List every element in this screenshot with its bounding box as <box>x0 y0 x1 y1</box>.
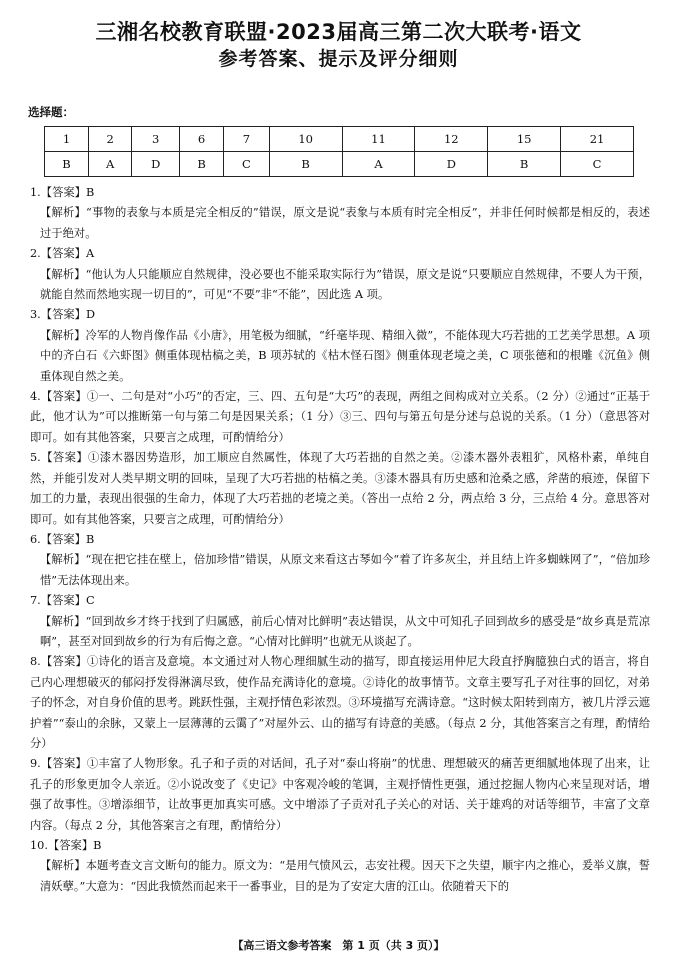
answer-line: 1.【答案】B <box>30 186 95 199</box>
explanation-text: 【解析】“事物的表象与本质是完全相反的”错误，原文是说“表象与本质有时完全相反”，并非任何时候都是相反的，表述过于绝对。 <box>40 206 650 240</box>
answer-explanations <box>30 183 650 897</box>
question-number-cell: 2 <box>89 127 132 152</box>
answer-line: 7.【答案】C <box>30 594 95 608</box>
answer-letter-row <box>45 152 634 177</box>
page-footer: 【高三语文参考答案 第 1 页（共 3 页）】 <box>232 939 445 952</box>
explanation-text: 5.【答案】①漆木器因势造形，加工顺应自然属性，体现了大巧若拙的自然之美。②漆木器外表粗犷，风格朴素，单纯自然，并能引发对人类早期文明的回味，呈现了大巧若拙的枯槁之美。③漆木器具有历史感和沧桑之感，斧凿的痕迹，保留下加工的力量，表现出很强的生命力，体现了大巧若拙的老境之美。（答出一点给 2 分，两点给 3 分，三点给 4 分。意思答对即可。如有其他答案，只要言之成理，可酌情给分） <box>30 451 650 526</box>
explanation-text: 【解析】本题考查文言文断句的能力。原文为：“是用气愤风云，志安社稷。因天下之失望，顺宇内之推心，爰举义旗，誓清妖孽。”大意为：“因此我愤然而起来干一番事业，目的是为了安定大唐的江山。依随着天下的 <box>40 859 650 893</box>
explanation-text: 【解析】“他认为人只能顺应自然规律，没必要也不能采取实际行为”错误，原文是说“只要顺应自然规律，不要人为干预，就能自然而然地实现一切目的”，可见“不要”非“不能”，因此选 A 项。 <box>40 267 650 302</box>
question-number-cell: 21 <box>561 127 634 152</box>
choice-answer-table <box>44 126 634 177</box>
answer-item <box>30 448 650 530</box>
answer-letter-cell: B <box>180 152 224 177</box>
answer-item <box>30 530 650 591</box>
page-title: 三湘名校教育联盟·2023届高三第二次大联考·语文 <box>95 20 582 44</box>
answer-item <box>30 244 650 305</box>
answer-letter-cell: B <box>488 152 561 177</box>
answer-item <box>30 305 650 387</box>
answer-letter-cell: A <box>342 152 415 177</box>
question-number-cell: 1 <box>45 127 89 152</box>
answer-line: 6.【答案】B <box>30 532 95 546</box>
answer-item <box>30 754 650 836</box>
answer-letter-cell: D <box>132 152 180 177</box>
answer-letter-cell: D <box>415 152 488 177</box>
explanation-text: 【解析】冷军的人物肖像作品《小唐》，用笔极为细腻，“纤毫毕现、精细入微”，不能体现大巧若拙的工艺美学思想。A 项中的齐白石《六虾图》侧重体现枯槁之美，B 项苏轼的《枯木怪石图》侧重体现老境之美，C 项张德和的根雕《沉鱼》侧重体现自然之美。 <box>40 328 650 383</box>
question-number-cell: 15 <box>488 127 561 152</box>
answer-item <box>30 387 650 448</box>
question-number-cell: 7 <box>224 127 270 152</box>
answer-letter-cell: A <box>89 152 132 177</box>
answer-line: 10.【答案】B <box>30 839 102 852</box>
question-number-row <box>45 127 634 152</box>
choice-section-label: 选择题： <box>28 105 74 119</box>
question-number-cell: 11 <box>342 127 415 152</box>
answer-item <box>30 836 650 897</box>
explanation-text: 【解析】“现在把它挂在壁上，倍加珍惜”错误，从原文来看这古琴如今“着了许多灰尘，并且结上许多蜘蛛网了”，“倍加珍惜”无法体现出来。 <box>40 553 650 587</box>
answer-item <box>30 591 650 652</box>
answer-letter-cell: C <box>561 152 634 177</box>
question-number-cell: 6 <box>180 127 224 152</box>
question-number-cell: 3 <box>132 127 180 152</box>
answer-line: 2.【答案】A <box>30 247 95 261</box>
answer-line: 3.【答案】D <box>30 308 96 322</box>
explanation-text: 9.【答案】①丰富了人物形象。孔子和子贡的对话间，孔子对“泰山将崩”的忧患、理想破灭的痛苦更细腻地体现了出来，让孔子的形象更加令人亲近。②小说改变了《史记》中客观冷峻的笔调，主观抒情性更强，通过挖掘人物内心来呈现对话，增强了故事性。③增添细节，让故事更加真实可感。文中增添了子贡对孔子关心的对话、关于雄鸡的对话等细节，丰富了文章内容。（每点 2 分，其他答案言之有理，酌情给分） <box>30 757 650 832</box>
answer-item <box>30 183 650 244</box>
answer-letter-cell: B <box>45 152 89 177</box>
question-number-cell: 12 <box>415 127 488 152</box>
answer-item <box>30 652 650 754</box>
explanation-text: 4.【答案】①一、二句是对“小巧”的否定，三、四、五句是“大巧”的表现，两组之间构成对立关系。（2 分）②通过“正基于此，他才认为”可以推断第一句与第二句是因果关系；（1 分）③三、四句与第五句是分述与总说的关系。（1 分）（意思答对即可。如有其他答案，只要言之成理，可酌情给分） <box>30 390 650 444</box>
explanation-text: 【解析】“回到故乡才终于找到了归属感，前后心情对比鲜明”表达错误，从文中可知孔子回到故乡的感受是“故乡真是荒凉啊”，甚至对回到故乡的行为有后悔之意。“心情对比鲜明”也就无从谈起了。 <box>40 614 650 648</box>
explanation-text: 8.【答案】①诗化的语言及意境。本文通过对人物心理细腻生动的描写，即直接运用仲尼大段直抒胸臆独白式的语言，将自己内心理想破灭的郁闷抒发得淋漓尽致，使作品充满诗化的意境。②诗化的故事情节。文章主要写孔子对往事的回忆，对弟子的怀念，对自身价值的思考。跳跃性强，主观抒情色彩浓烈。③环境描写充满诗意。“这时候太阳转到南方，被几片浮云遮护着”“泰山的余脉，又蒙上一层薄薄的云霭了”对屋外云、山的描写有诗意的美感。（每点 2 分，其他答案言之有理，酌情给分） <box>30 655 650 750</box>
answer-letter-cell: B <box>269 152 342 177</box>
answer-letter-cell: C <box>224 152 270 177</box>
question-number-cell: 10 <box>269 127 342 152</box>
page-subtitle: 参考答案、提示及评分细则 <box>218 48 459 70</box>
